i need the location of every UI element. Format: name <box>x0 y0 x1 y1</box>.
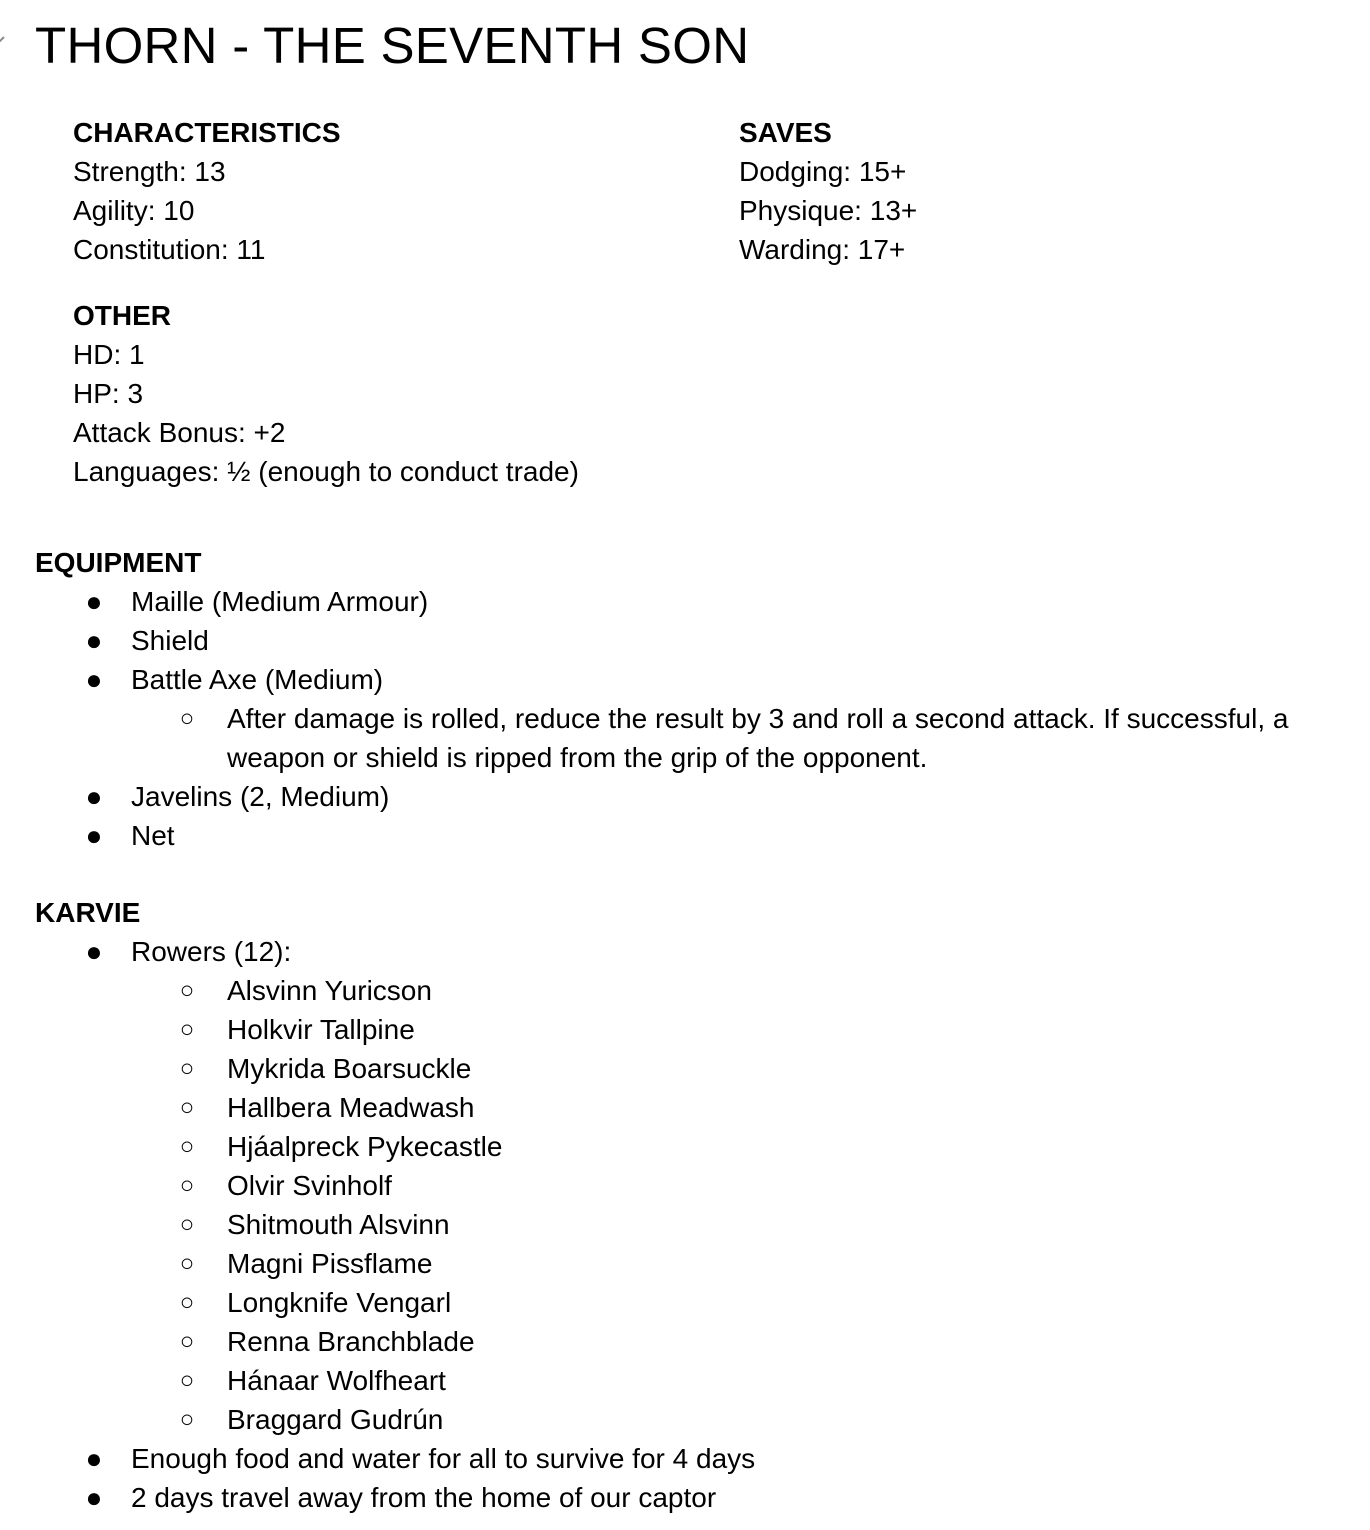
sub-bullet-icon: ○ <box>179 1328 195 1355</box>
other-section <box>73 296 579 491</box>
list-item <box>131 1322 1355 1361</box>
sub-bullet-icon: ○ <box>179 1172 195 1199</box>
characteristic-agility: Agility: 10 <box>73 195 195 226</box>
list-item <box>131 1127 1355 1166</box>
list-item <box>131 1361 1355 1400</box>
other-languages: Languages: ½ (enough to conduct trade) <box>73 456 579 487</box>
bullet-icon: ● <box>85 781 103 812</box>
list-item <box>131 1088 1355 1127</box>
sub-bullet-icon: ○ <box>179 1133 195 1160</box>
rower-name: Renna Branchblade <box>227 1326 475 1357</box>
list-item <box>131 1244 1355 1283</box>
karvie-food-water: Enough food and water for all to survive for 4 days <box>131 1443 756 1474</box>
sub-bullet-icon: ○ <box>179 1211 195 1238</box>
bullet-icon: ● <box>85 625 103 656</box>
bullet-icon: ● <box>85 1482 103 1513</box>
sub-bullet-icon: ○ <box>179 1406 195 1433</box>
save-dodging: Dodging: 15+ <box>739 156 907 187</box>
characteristics-heading: CHARACTERISTICS <box>73 117 341 148</box>
rower-name: Hjáalpreck Pykecastle <box>227 1131 503 1162</box>
list-item <box>35 777 1355 816</box>
rower-name: Holkvir Tallpine <box>227 1014 415 1045</box>
characteristics-section <box>73 113 341 269</box>
rower-name: Hallbera Meadwash <box>227 1092 475 1123</box>
list-item <box>35 932 1355 1439</box>
list-item <box>131 1283 1355 1322</box>
sub-bullet-icon: ○ <box>179 1367 195 1394</box>
sub-bullet-icon: ○ <box>179 1289 195 1316</box>
equipment-item-battle-axe: Battle Axe (Medium) <box>131 664 384 695</box>
list-item <box>35 1439 1355 1478</box>
rowers-list <box>131 971 1355 1439</box>
battle-axe-note: After damage is rolled, reduce the result by 3 and roll a second attack. If successful, a weapon or shield is ripped from the grip of the opponent. <box>227 703 1289 773</box>
rower-name: Mykrida Boarsuckle <box>227 1053 472 1084</box>
other-hd: HD: 1 <box>73 339 145 370</box>
list-item <box>131 971 1355 1010</box>
equipment-item-javelins: Javelins (2, Medium) <box>131 781 390 812</box>
rower-name: Hánaar Wolfheart <box>227 1365 446 1396</box>
other-heading: OTHER <box>73 300 171 331</box>
bullet-icon: ● <box>85 1443 103 1474</box>
bullet-icon: ● <box>85 820 103 851</box>
other-attack-bonus: Attack Bonus: +2 <box>73 417 286 448</box>
saves-section <box>739 113 917 269</box>
list-item <box>35 660 1355 777</box>
equipment-item-maille: Maille (Medium Armour) <box>131 586 429 617</box>
list-item <box>35 582 1355 621</box>
saves-heading: SAVES <box>739 117 832 148</box>
equipment-item-net: Net <box>131 820 175 851</box>
equipment-item-shield: Shield <box>131 625 209 656</box>
sub-bullet-icon: ○ <box>179 1250 195 1277</box>
rower-name: Longknife Vengarl <box>227 1287 452 1318</box>
list-item <box>131 1049 1355 1088</box>
karvie-travel-distance: 2 days travel away from the home of our captor <box>131 1482 717 1513</box>
list-item <box>35 699 1355 777</box>
rower-name: Braggard Gudrún <box>227 1404 444 1435</box>
sub-bullet-icon: ○ <box>179 1094 195 1121</box>
save-warding: Warding: 17+ <box>739 234 906 265</box>
karvie-section <box>35 893 1355 1517</box>
sub-bullet-icon: ○ <box>179 977 195 1004</box>
document-title: THORN - THE SEVENTH SON <box>35 17 750 74</box>
bullet-icon: ● <box>85 586 103 617</box>
list-item <box>131 1205 1355 1244</box>
characteristic-strength: Strength: 13 <box>73 156 226 187</box>
equipment-list <box>35 582 1355 855</box>
equipment-heading: EQUIPMENT <box>35 547 202 578</box>
rower-name: Olvir Svinholf <box>227 1170 392 1201</box>
equipment-section <box>35 543 1355 855</box>
sub-bullet-icon: ○ <box>179 1016 195 1043</box>
karvie-list <box>35 932 1355 1517</box>
list-item <box>131 1010 1355 1049</box>
bullet-icon: ● <box>85 664 103 695</box>
rower-name: Shitmouth Alsvinn <box>227 1209 450 1240</box>
list-item <box>131 1400 1355 1439</box>
rower-name: Magni Pissflame <box>227 1248 433 1279</box>
rower-name: Alsvinn Yuricson <box>227 975 432 1006</box>
sub-bullet-icon: ○ <box>179 705 195 732</box>
characteristic-constitution: Constitution: 11 <box>73 234 266 265</box>
rowers-label: Rowers (12): <box>131 936 292 967</box>
list-item <box>35 816 1355 855</box>
bullet-icon: ● <box>85 936 103 967</box>
list-item <box>35 621 1355 660</box>
sub-bullet-icon: ○ <box>179 1055 195 1082</box>
battle-axe-sublist <box>35 699 1355 777</box>
list-item <box>35 1478 1355 1517</box>
outline-collapse-icon[interactable] <box>0 34 8 46</box>
save-physique: Physique: 13+ <box>739 195 918 226</box>
karvie-heading: KARVIE <box>35 897 141 928</box>
list-item <box>131 1166 1355 1205</box>
other-hp: HP: 3 <box>73 378 144 409</box>
